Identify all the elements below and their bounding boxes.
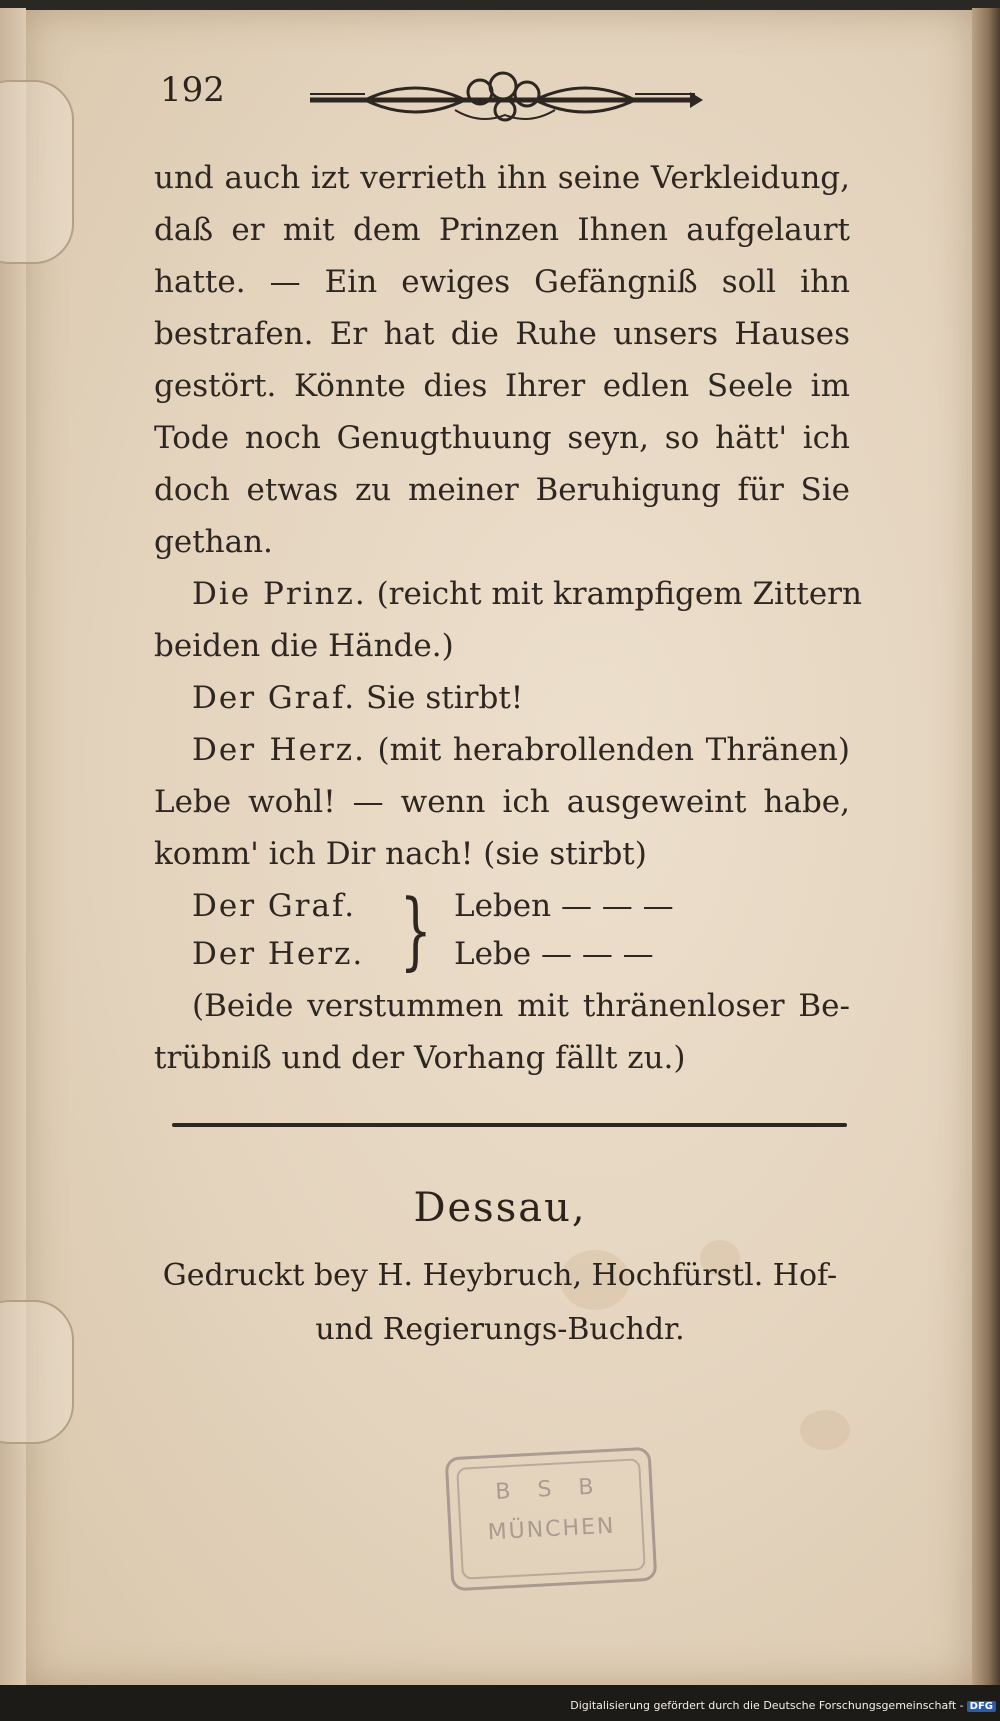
text-line: gestört. Könnte dies Ihrer edlen Seele im [154,368,850,404]
dialogue-text: Lebe — — — [454,936,654,972]
stage-direction: (reicht mit krampfigem Zittern [376,576,862,612]
speaker-name: Der Graf. [192,888,357,924]
text-line: bestrafen. Er hat die Ruhe unsers Hauses [154,316,850,352]
text-line: und auch izt verrieth ihn seine Verkleidung, [154,160,850,196]
dialogue-herz [154,724,850,776]
imprint-city: Dessau, [413,1185,587,1231]
stage-direction: (mit herabrollenden Thränen) [377,732,850,768]
dialogue-graf [154,672,850,724]
stage-direction: trübniß und der Vorhang fällt zu.) [154,1040,686,1076]
text-line: gethan. [154,524,273,560]
imprint-printer-title: und Regierungs-Buchdr. [315,1312,685,1347]
dialogue-prinz [154,568,862,620]
dialogue-text: Lebe wohl! — wenn ich ausgeweint habe, [154,784,850,820]
dialogue-text: Sie stirbt! [366,680,524,716]
paper-stain [800,1410,850,1450]
stage-direction-line: beiden die Hände.) [154,628,454,664]
speaker-name: Die Prinz. [192,576,367,612]
page-clip-top [0,80,74,264]
dialogue-text: komm' ich Dir nach! (sie stirbt) [154,836,647,872]
speaker-name: Der Herz. [192,732,366,768]
text-line: daß er mit dem Prinzen Ihnen aufgelaurt [154,212,850,248]
stamp-text: MÜNCHEN [487,1513,617,1546]
stamp-text: B S B [494,1474,605,1505]
text-line: hatte. — Ein ewiges Gefängniß soll ihn [154,264,850,300]
page-body-text [154,152,862,1084]
stage-direction: (Beide verstummen mit thränenloser Be- [192,988,850,1024]
digitization-credit [570,1699,996,1712]
book-fore-edge [972,8,1000,1693]
page-number: 192 [160,70,225,110]
speaker-name: Der Herz. [192,936,365,972]
credit-text: Digitalisierung gefördert durch die Deutsche Forschungsgemeinschaft - [570,1699,964,1712]
joint-dialogue [154,880,850,980]
dialogue-text: Leben — — — [454,888,674,924]
curly-brace: } [399,881,432,979]
text-line: Tode noch Genugthuung seyn, so hätt' ich [154,420,850,456]
decorative-header-ornament [305,70,705,130]
horizontal-rule [172,1123,847,1127]
dfg-logo: DFG [967,1701,996,1712]
speaker-name: Der Graf. [192,680,357,716]
library-stamp [445,1447,658,1592]
imprint-printer: Gedruckt bey H. Heybruch, Hochfürstl. Hof- [162,1258,838,1293]
text-line: doch etwas zu meiner Beruhigung für Sie [154,472,850,508]
